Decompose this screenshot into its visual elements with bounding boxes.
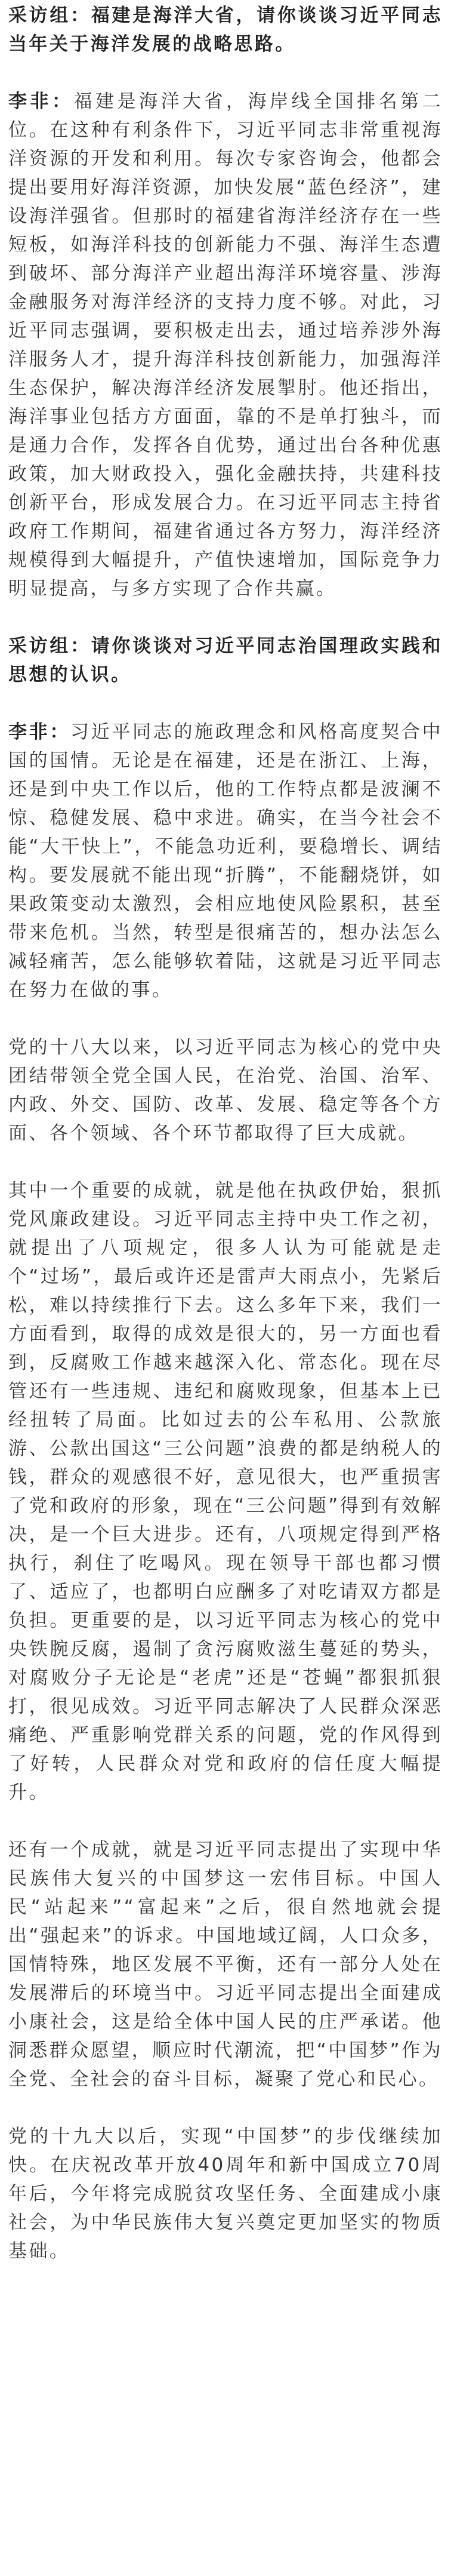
answer-paragraph: 党的十九大以后，实现“中国梦”的步伐继续加快。在庆祝改革开放40周年和新中国成立70周年后，今年将完成脱贫攻坚任务、全面建成小康社会，为中华民族伟大复兴奠定更加坚实的物质基础。 xyxy=(8,2126,443,2262)
answer-paragraph xyxy=(8,718,443,1004)
question-2: 采访组：请你谈谈对习近平同志治国理政实践和思想的认识。 xyxy=(8,635,443,686)
speaker-label: 李非： xyxy=(8,721,71,743)
answer-text: 习近平同志的施政理念和风格高度契合中国的国情。无论是在福建，还是在浙江、上海，还是到中央工作以后，他的工作特点都是波澜不惊、稳健发展、稳中求进。确实，在当今社会不能“大干快上”，不能急功近利，要稳增长、调结构。要发展就不能出现“折腾”，不能翻烧饼，如果政策变动太激烈，会相应地使风险累积，甚至带来危机。当然，转型是很痛苦的，想办法怎么减轻痛苦，怎么能够软着陆，这就是习近平同志在努力在做的事。 xyxy=(8,721,443,1001)
question-1: 采访组：福建是海洋大省，请你谈谈习近平同志当年关于海洋发展的战略思路。 xyxy=(8,5,443,55)
article-body xyxy=(8,1,443,2265)
answer-paragraph: 还有一个成就，就是习近平同志提出了实现中华民族伟大复兴的中国梦这一宏伟目标。中国人民“站起来”“富起来”之后，很自然地就会提出“强起来”的诉求。中国地域辽阔，人口众多，国情特殊，地区发展不平衡，还有一部分人处在发展滞后的环境当中。习近平同志提出全面建成小康社会，这是给全体中国人民的庄严承诺。他洞悉群众愿望，顺应时代潮流，把“中国梦”作为全党、全社会的奋斗目标，凝聚了党心和民心。 xyxy=(8,1839,443,2090)
answer-text: 福建是海洋大省，海岸线全国排名第二位。在这种有利条件下，习近平同志非常重视海洋资源的开发和利用。每次专家咨询会，他都会提出要用好海洋资源，加快发展“蓝色经济”，建设海洋强省。但那时的福建省海洋经济存在一些短板，如海洋科技的创新能力不强、海洋生态遭到破坏、部分海洋产业超出海洋环境容量、涉海金融服务对海洋经济的支持力度不够。对此，习近平同志强调，要积极走出去，通过培养涉外海洋服务人才，提升海洋科技创新能力，加强海洋生态保护，解决海洋经济发展掣肘。他还指出，海洋事业包括方方面面，靠的不是单打独斗，而是通力合作，发挥各自优势，通过出台各种优惠政策，加大财政投入，强化金融扶持，共建科技创新平台，形成发展合力。在习近平同志主持省政府工作期间，福建省通过各方努力，海洋经济规模得到大幅提升，产值快速增加，国际竞争力明显提高，与多方实现了合作共赢。 xyxy=(8,91,443,600)
answer-paragraph: 其中一个重要的成就，就是他在执政伊始，狠抓党风廉政建设。习近平同志主持中央工作之初，就提出了八项规定，很多人认为可能就是走个“过场”，最后或许还是雷声大雨点小，先紧后松，难以持续推行下去。这么多年下来，我们一方面看到，取得的成效是很大的，另一方面也看到，反腐败工作越来越深入化、常态化。现在尽管还有一些违规、违纪和腐败现象，但基本上已经扭转了局面。比如过去的公车私用、公款旅游、公款出国这“三公问题”浪费的都是纳税人的钱，群众的观感很不好，意见很大，也严重损害了党和政府的形象，现在“三公问题”得到有效解决，是一个巨大进步。还有，八项规定得到严格执行，刹住了吃喝风。现在领导干部也都习惯了、适应了，也都明白应酬多了对吃请双方都是负担。更重要的是，以习近平同志为核心的党中央铁腕反腐，遏制了贪污腐败滋生蔓延的势头，对腐败分子无论是“老虎”还是“苍蝇”都狠抓狠打，很见成效。习近平同志解决了人民群众深恶痛绝、严重影响党群关系的问题，党的作风得到了好转，人民群众对党和政府的信任度大幅提升。 xyxy=(8,1180,443,1803)
answer-paragraph xyxy=(8,87,443,603)
answer-paragraph: 党的十八大以来，以习近平同志为核心的党中央团结带领全党全国人民，在治党、治国、治军、内政、外交、国防、改革、发展、稳定等各个方面、各个领域、各个环节都取得了巨大成就。 xyxy=(8,1037,443,1144)
speaker-label: 李非： xyxy=(8,91,74,112)
